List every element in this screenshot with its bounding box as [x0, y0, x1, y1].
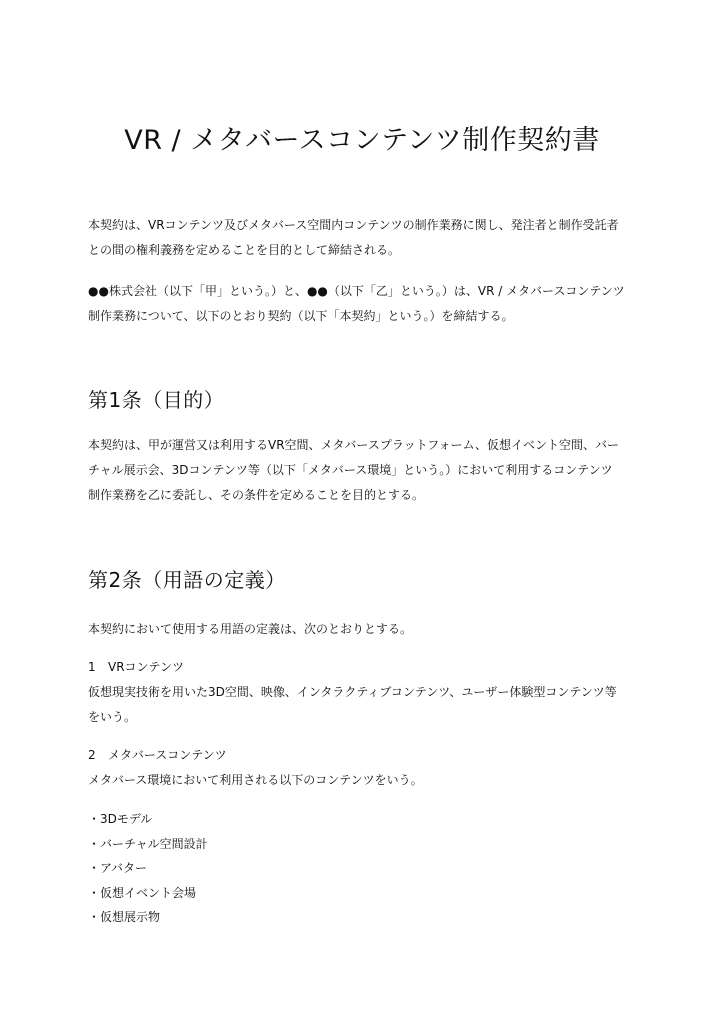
- bullet-item: [88, 881, 208, 906]
- bullet-text: アバター: [100, 861, 148, 876]
- bullet-mark: ・: [88, 836, 101, 851]
- article-1-line-2: チャル展示会、3Dコンテンツ等（以下「メタバース環境」という。）において利用するコンテンツ: [88, 463, 613, 477]
- bullet-mark: ・: [88, 885, 101, 900]
- bullet-item: [88, 807, 208, 832]
- bullet-text: 仮想イベント会場: [100, 885, 197, 900]
- definition-item-1-line-1: 仮想現実技術を用いた3D空間、映像、インタラクティブコンテンツ、ユーザー体験型コンテンツ等: [88, 685, 617, 699]
- definition-item-2-body: [88, 768, 648, 793]
- article-1-body: [88, 433, 648, 508]
- definition-item-1-label: [88, 655, 184, 680]
- definition-item-2-term: メタバースコンテンツ: [108, 748, 227, 762]
- document-title: VR / メタバースコンテンツ制作契約書: [124, 125, 600, 156]
- parties-line-1: ●●株式会社（以下「甲」という。）と、●●（以下「乙」という。）は、VR / メタバースコンテンツ: [88, 284, 625, 298]
- bullet-mark: ・: [88, 910, 101, 925]
- bullet-item: [88, 905, 208, 930]
- intro-line-2: との間の権利義務を定めることを目的として締結される。: [88, 243, 401, 257]
- definition-item-2-label: [88, 743, 227, 768]
- parties-line-2: 制作業務について、以下のとおり契約（以下「本契約」という。）を締結する。: [88, 309, 514, 323]
- definition-item-2-line-1: メタバース環境において利用される以下のコンテンツをいう。: [88, 773, 423, 787]
- article-2-intro: 本契約において使用する用語の定義は、次のとおりとする。: [88, 622, 413, 636]
- intro-paragraph: [88, 213, 648, 263]
- article-1-line-1: 本契約は、甲が運営又は利用するVR空間、メタバースプラットフォーム、仮想イベント空間、バー: [88, 438, 619, 452]
- definition-item-2-number: 2: [88, 748, 96, 762]
- article-2-heading: 第2条（用語の定義）: [88, 568, 286, 592]
- article-1-heading: 第1条（目的）: [88, 388, 225, 412]
- bullet-mark: ・: [88, 812, 101, 826]
- definition-item-1-term: VRコンテンツ: [108, 660, 184, 674]
- content-bullet-list: [88, 807, 208, 930]
- definition-item-1-body: [88, 680, 648, 730]
- bullet-text: 3Dモデル: [100, 812, 153, 826]
- bullet-item: [88, 832, 208, 857]
- article-1-line-3: 制作業務を乙に委託し、その条件を定めることを目的とする。: [88, 488, 425, 502]
- definition-item-1-number: 1: [88, 660, 96, 674]
- intro-line-1: 本契約は、VRコンテンツ及びメタバース空間内コンテンツの制作業務に関し、発注者と制作受託者: [88, 218, 619, 232]
- bullet-text: 仮想展示物: [100, 910, 161, 925]
- definition-item-1-line-2: をいう。: [88, 710, 137, 724]
- bullet-item: [88, 856, 208, 881]
- bullet-text: バーチャル空間設計: [100, 836, 208, 851]
- bullet-mark: ・: [88, 861, 101, 876]
- parties-paragraph: [88, 279, 648, 329]
